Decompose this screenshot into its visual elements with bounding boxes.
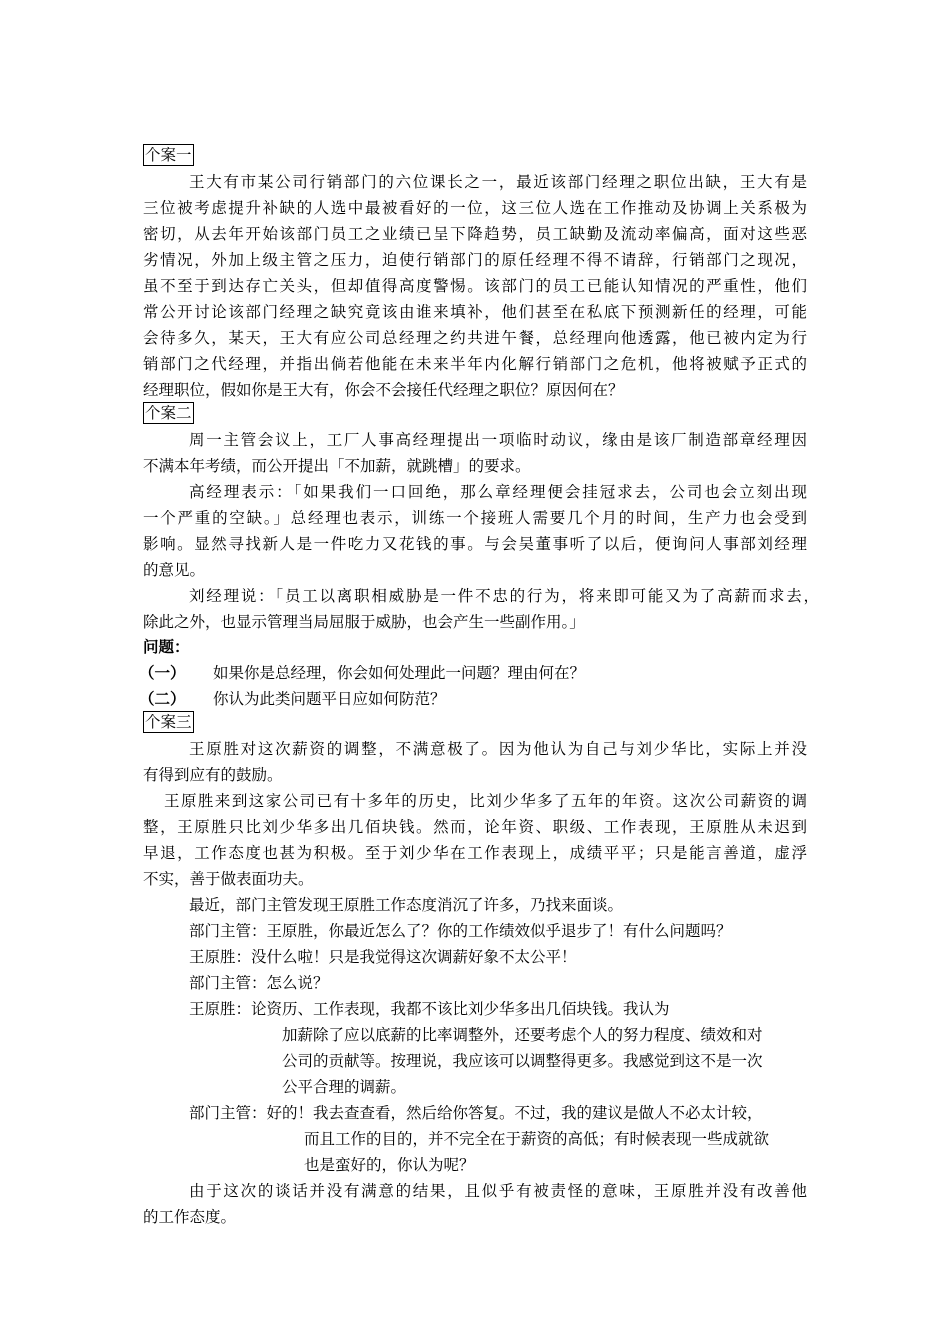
questions-title: 问题： [143,637,190,656]
case3-line-final-1: 由于这次的谈话并没有满意的结果，且似乎有被责怪的意味，王原胜并没有改善他 [189,1182,807,1200]
case2-label: 个案二 [145,404,192,422]
case3-line-3: 王原胜来到这家公司已有十多年的历史，比刘少华多了五年的年资。这次公司薪资的调 [164,792,807,810]
case1-line-2: 三位被考虑提升补缺的人选中最被看好的一位，这三位人选在工作推动及协调上关系极为 [143,199,807,217]
case3-line-1: 王原胜对这次薪资的调整，不满意极了。因为他认为自己与刘少华比，实际上并没 [189,740,807,758]
case2-line-2: 不满本年考绩，而公开提出「不加薪，就跳槽」的要求。 [143,457,531,475]
case3-line-7: 最近，部门主管发现王原胜工作态度消沉了许多，乃找来面谈。 [189,896,624,914]
case1-line-6: 常公开讨论该部门经理之缺究竟该由谁来填补，他们甚至在私底下预测新任的经理，可能 [143,303,807,321]
case2-line-5: 影响。显然寻找新人是一件吃力又花钱的事。与会吴董事听了以后，便询问人事部刘经理 [143,535,807,553]
case3-line-5: 早退，工作态度也甚为积极。至于刘少华在工作表现上，成绩平平；只是能言善道，虚浮 [143,844,807,862]
case1-line-9: 经理职位，假如你是王大有，你会不会接任代经理之职位？原因何在？ [143,381,624,399]
case3-line-6: 不实，善于做表面功夫。 [143,870,314,888]
dialog-line-9: 而且工作的目的，并不完全在于薪资的高低；有时候表现一些成就欲 [304,1130,770,1148]
case2-line-1: 周一主管会议上，工厂人事高经理提出一项临时动议，缘由是该厂制造部章经理因 [189,431,807,449]
case1-line-5: 虽不至于到达存亡关头，但却值得高度警惕。该部门的员工已能认知情况的严重性，他们 [143,277,807,295]
case1-line-7: 会待多久，某天，王大有应公司总经理之约共进午餐，总经理向他透露，他已被内定为行 [143,329,807,347]
dialog-line-1: 部门主管：王原胜，你最近怎么了？你的工作绩效似乎退步了！有什么问题吗？ [189,922,732,940]
dialog-line-4: 王原胜：论资历、工作表现，我都不该比刘少华多出几佰块钱。我认为 [189,1000,670,1018]
dialog-line-5: 加薪除了应以底薪的比率调整外，还要考虑个人的努力程度、绩效和对 [282,1026,763,1044]
question-1-text: 如果你是总经理，你会如何处理此一问题？理由何在？ [213,664,586,682]
case1-line-1: 王大有市某公司行销部门的六位课长之一，最近该部门经理之职位出缺，王大有是 [189,173,807,191]
case1-line-4: 劣情况，外加上级主管之压力，迫使行销部门的原任经理不得不请辞，行销部门之现况， [143,251,807,269]
dialog-line-7: 公平合理的调薪。 [282,1078,407,1096]
case3-line-final-2: 的工作态度。 [143,1208,237,1226]
dialog-line-3: 部门主管：怎么说？ [189,974,329,992]
case3-line-2: 有得到应有的鼓励。 [143,766,283,784]
question-2-text: 你认为此类问题平日应如何防范？ [213,690,446,708]
case3-label: 个案三 [145,713,192,731]
dialog-line-8: 部门主管：好的！我去查查看，然后给你答复。不过，我的建议是做人不必太计较， [189,1104,763,1122]
question-1-number: （一） [139,663,186,682]
case1-line-3: 密切，从去年开始该部门员工之业绩已呈下降趋势，员工缺勤及流动率偏高，面对这些恶 [143,225,807,243]
case3-line-4: 整，王原胜只比刘少华多出几佰块钱。然而，论年资、职级、工作表现，王原胜从未迟到 [143,818,807,836]
dialog-line-10: 也是蛮好的，你认为呢？ [304,1156,475,1174]
case2-line-7: 刘经理说：「员工以离职相威胁是一件不忠的行为，将来即可能又为了高薪而求去， [189,587,819,605]
question-2-number: （二） [139,689,186,708]
case1-line-8: 销部门之代经理，并指出倘若他能在未来半年内化解行销部门之危机，他将被赋予正式的 [143,355,807,373]
dialog-line-2: 王原胜：没什么啦！只是我觉得这次调薪好象不太公平！ [189,948,577,966]
case2-line-6: 的意见。 [143,561,206,579]
dialog-line-6: 公司的贡献等。按理说，我应该可以调整得更多。我感觉到这不是一次 [282,1052,763,1070]
case2-line-3: 高经理表示：「如果我们一口回绝，那么章经理便会挂冠求去，公司也会立刻出现 [189,483,807,501]
case2-line-8: 除此之外，也显示管理当局屈服于威胁，也会产生一些副作用。」 [143,613,585,631]
case1-label: 个案一 [145,146,192,164]
case2-line-4: 一个严重的空缺。」总经理也表示，训练一个接班人需要几个月的时间，生产力也会受到 [143,509,807,527]
